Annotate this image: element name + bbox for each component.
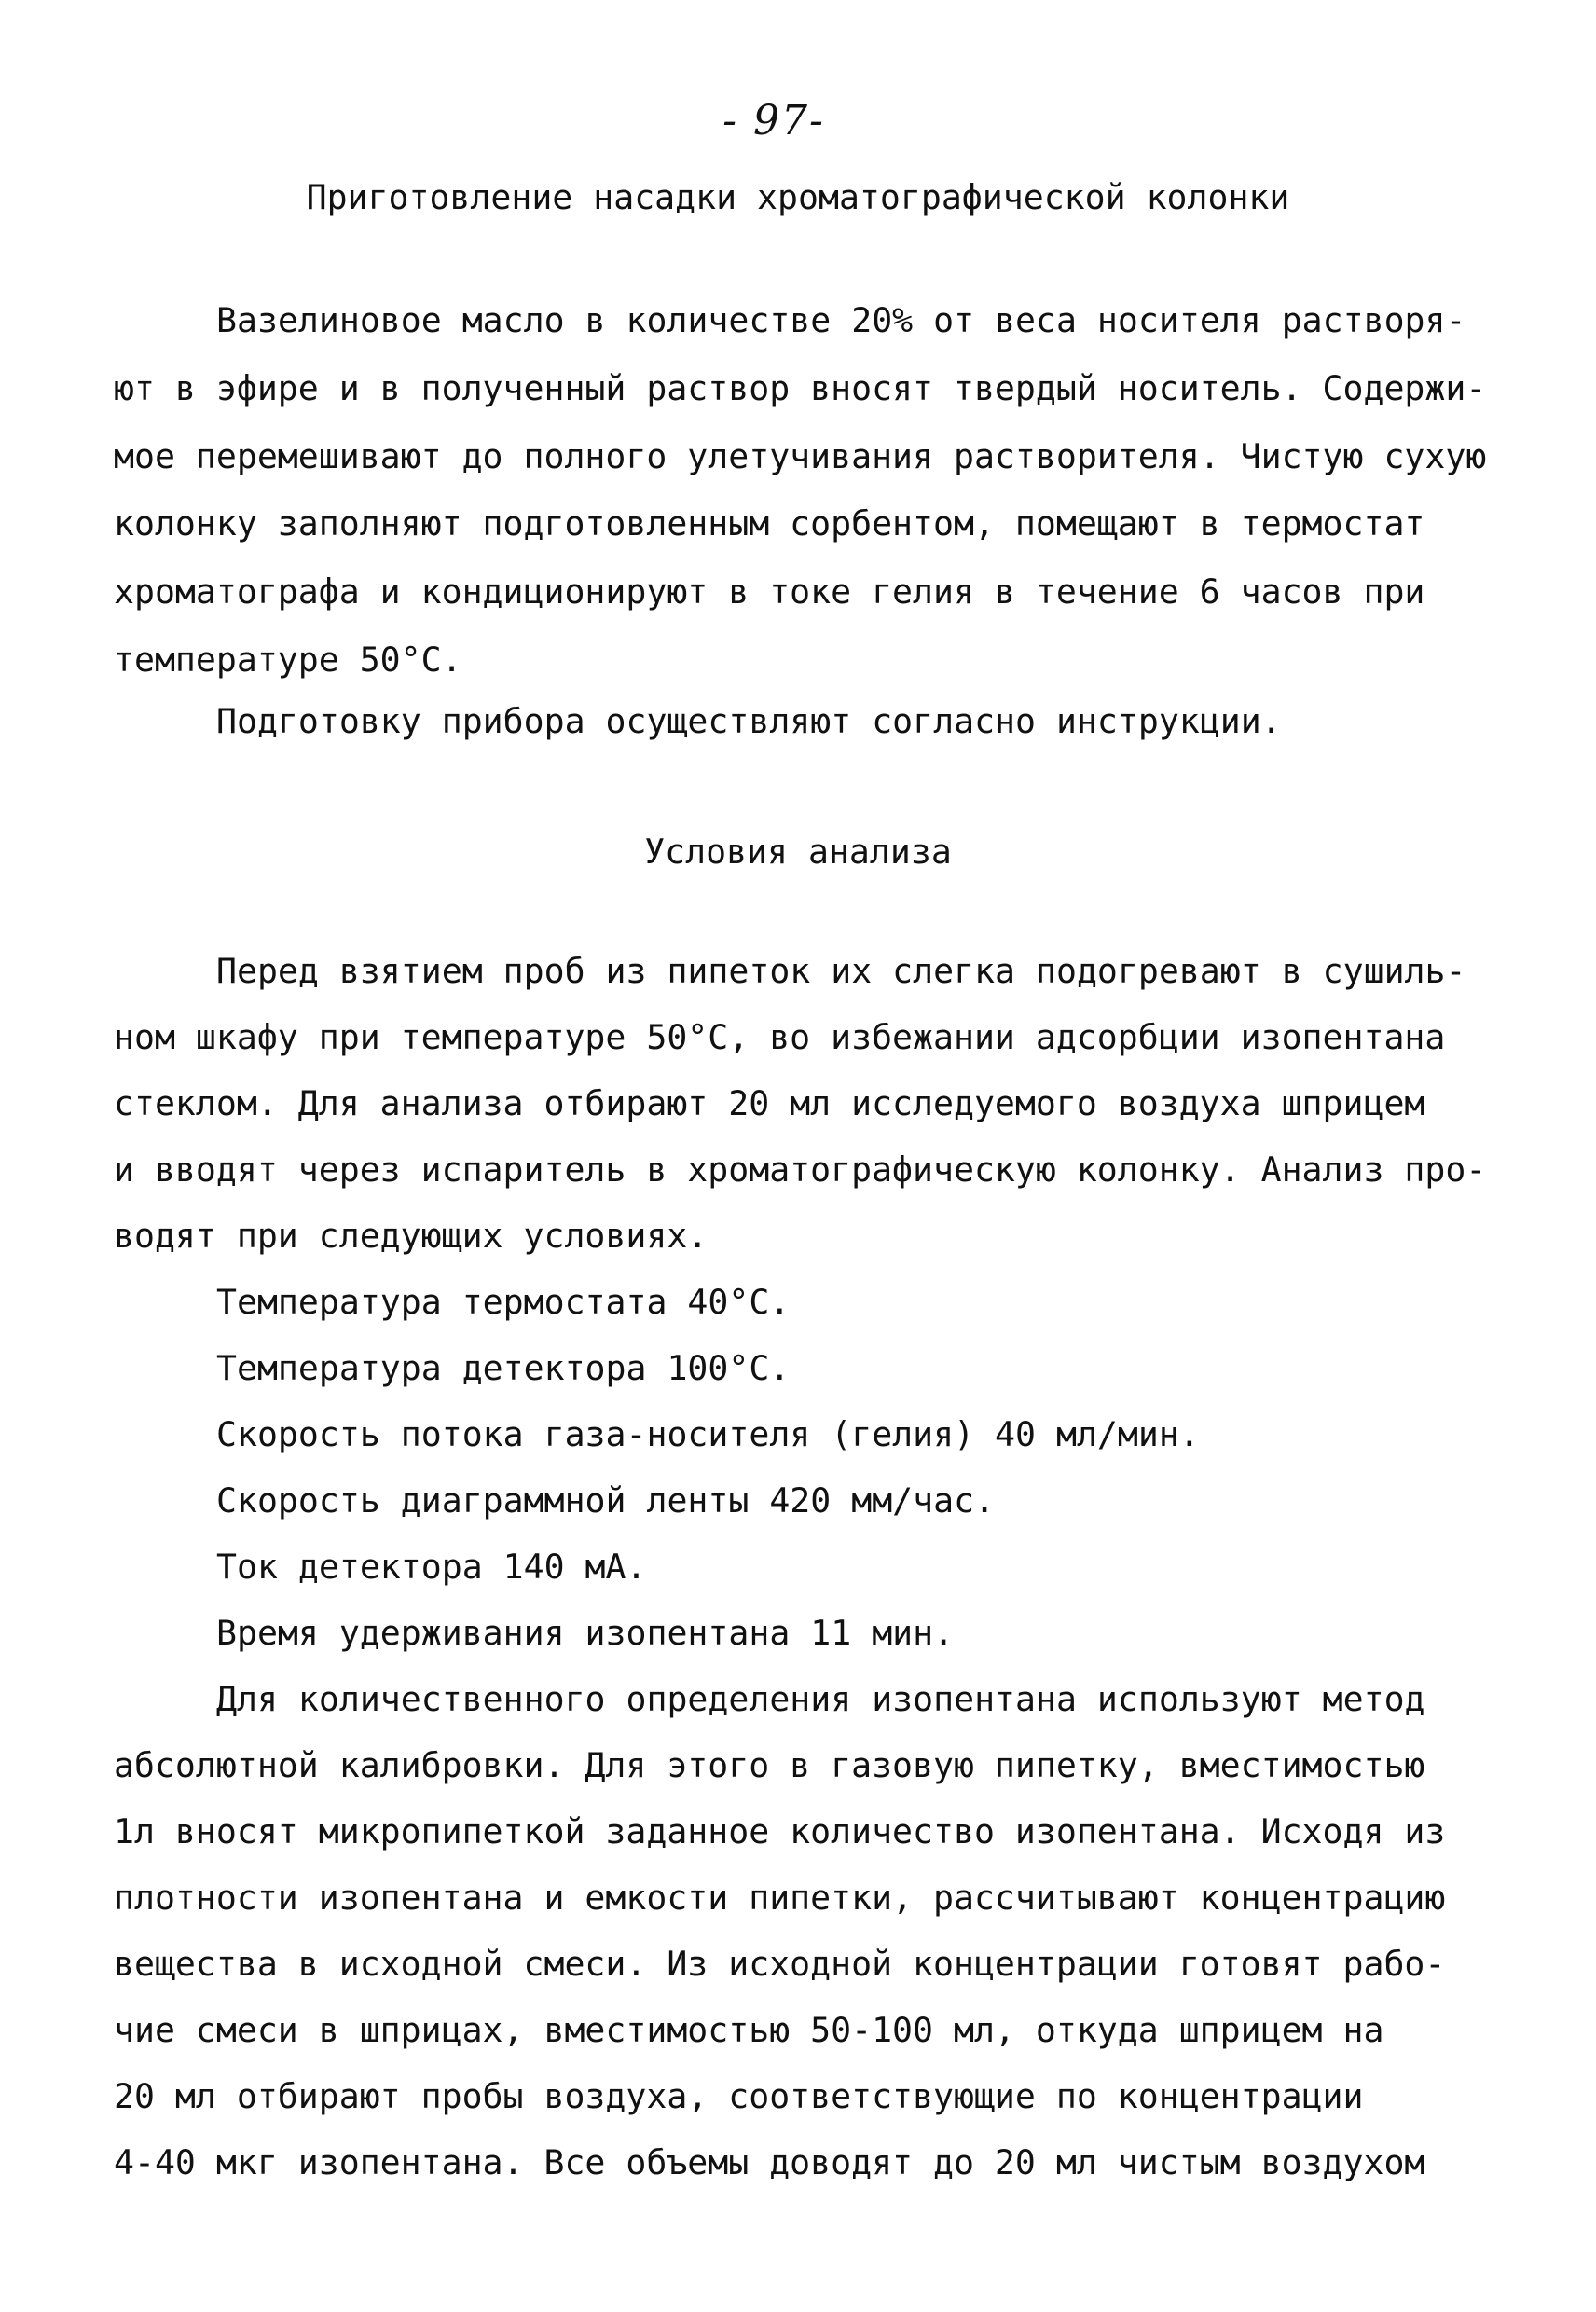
condition-item: Ток детектора 140 мА.	[216, 1547, 647, 1587]
page-number: - 97-	[722, 97, 825, 144]
condition-item: Время удерживания изопентана 11 мин.	[216, 1613, 955, 1653]
text-line: Перед взятием проб из пипеток их слегка подогревают в сушиль-	[216, 951, 1466, 991]
paragraph-instrument-prep: Подготовку прибора осуществляют согласно инструкции.	[216, 701, 1282, 741]
text-line: стеклом. Для анализа отбирают 20 мл исследуемого воздуха шприцем	[114, 1083, 1425, 1123]
text-line: водят при следующих условиях.	[114, 1216, 709, 1256]
text-line: вещества в исходной смеси. Из исходной концентрации готовят рабо-	[114, 1944, 1446, 1984]
text-line: ном шкафу при температуре 50°С, во избежании адсорбции изопентана	[114, 1017, 1446, 1057]
text-line: 4-40 мкг изопентана. Все объемы доводят до 20 мл чистым воздухом	[114, 2142, 1425, 2182]
condition-item: Температура термостата 40°С.	[216, 1282, 791, 1322]
text-line: температуре 50°С.	[114, 640, 462, 680]
section-title-analysis-conditions: Условия анализа	[644, 832, 952, 872]
text-line: плотности изопентана и емкости пипетки, рассчитывают концентрацию	[114, 1878, 1446, 1918]
text-line: хроматографа и кондиционируют в токе гелия в течение 6 часов при	[114, 571, 1425, 612]
text-line: и вводят через испаритель в хроматографическую колонку. Анализ про-	[114, 1149, 1487, 1190]
section-title-column-packing: Приготовление насадки хроматографической колонки	[306, 177, 1290, 217]
text-line: Для количественного определения изопентана используют метод	[216, 1679, 1425, 1719]
text-line: ют в эфире и в полученный раствор вносят твердый носитель. Содержи-	[114, 368, 1487, 408]
text-line: 1л вносят микропипеткой заданное количество изопентана. Исходя из	[114, 1811, 1446, 1851]
condition-item: Скорость диаграммной ленты 420 мм/час.	[216, 1480, 996, 1521]
condition-item: Скорость потока газа-носителя (гелия) 40 мл/мин.	[216, 1414, 1200, 1454]
text-line: чие смеси в шприцах, вместимостью 50-100 мл, откуда шприцем на	[114, 2010, 1384, 2050]
text-line: мое перемешивают до полного улетучивания растворителя. Чистую сухую	[114, 436, 1487, 476]
text-line: 20 мл отбирают пробы воздуха, соответствующие по концентрации	[114, 2076, 1364, 2116]
text-line: абсолютной калибровки. Для этого в газовую пипетку, вместимостью	[114, 1745, 1425, 1785]
condition-item: Температура детектора 100°С.	[216, 1348, 791, 1388]
text-line: колонку заполняют подготовленным сорбентом, помещают в термостат	[114, 503, 1425, 544]
text-line: Вазелиновое масло в количестве 20% от веса носителя растворя-	[216, 300, 1466, 340]
